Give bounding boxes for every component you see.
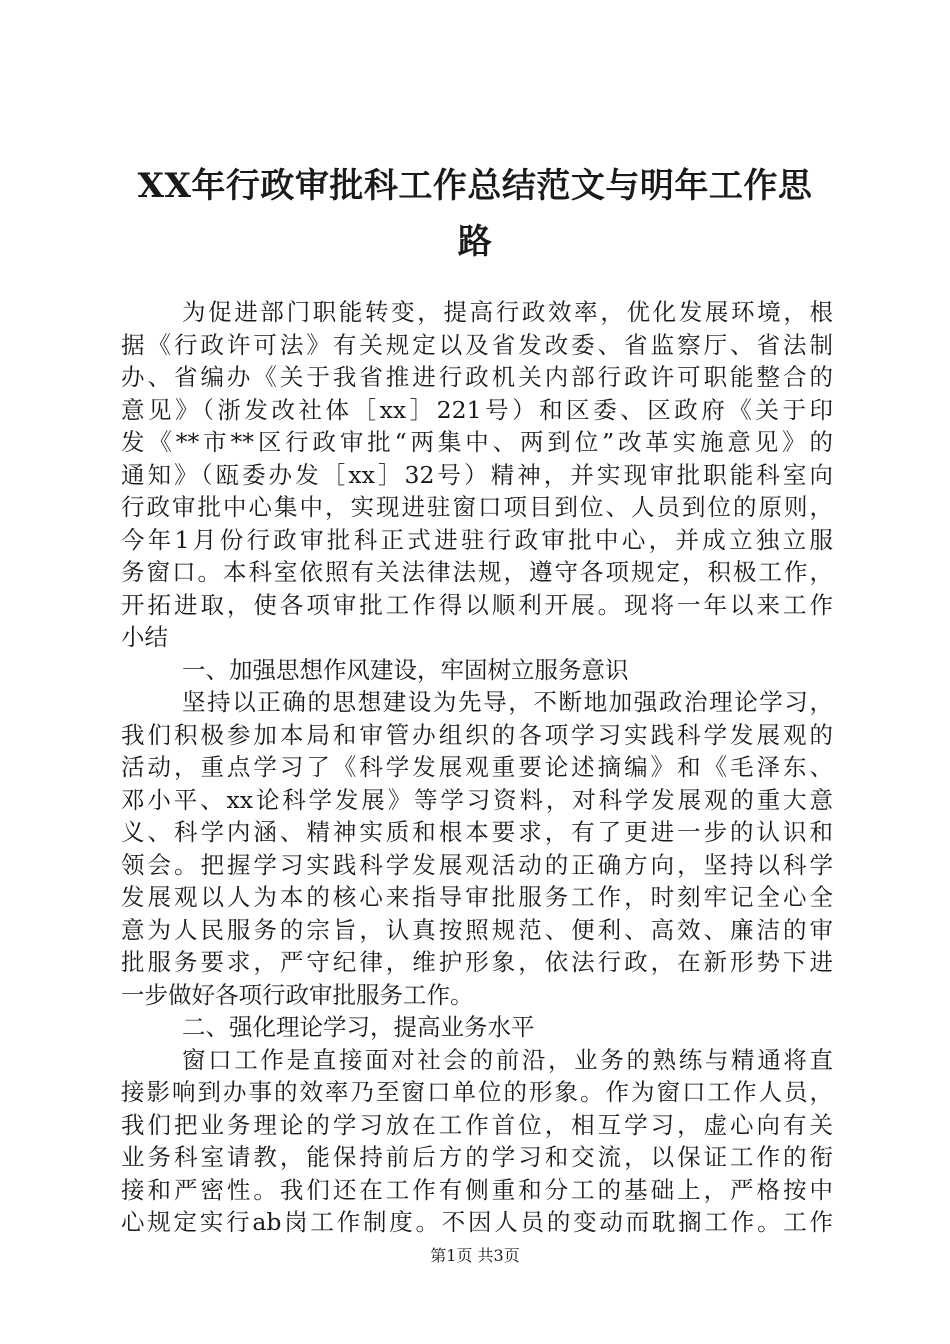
text-line: 通知》（瓯委办发［xx］32号）精神，并实现审批职能科室向 — [121, 460, 833, 489]
title-line: XX年行政审批科工作总结范文与明年工作思 — [137, 166, 813, 206]
text-line: 我们把业务理论的学习放在工作首位，相互学习，虚心向有关 — [121, 1110, 833, 1139]
text-line: 坚持以正确的思想建设为先导，不断地加强政治理论学习， — [182, 688, 833, 716]
text-line: 二、强化理论学习，提高业务水平 — [182, 1013, 535, 1041]
text-line: 行政审批中心集中，实现进驻窗口项目到位、人员到位的原则， — [121, 493, 833, 521]
document-title — [120, 158, 830, 270]
text-line: 领会。把握学习实践科学发展观活动的正确方向，坚持以科学 — [121, 850, 833, 879]
text-line: 活动，重点学习了《科学发展观重要论述摘编》和《毛泽东、 — [121, 753, 833, 781]
text-line: 据《行政许可法》有关规定以及省发改委、省监察厅、省法制 — [121, 330, 833, 359]
paragraph — [121, 1044, 833, 1239]
text-line: 开拓进取，使各项审批工作得以顺利开展。现将一年以来工作 — [121, 590, 833, 619]
text-line: 为促进部门职能转变，提高行政效率，优化发展环境，根 — [182, 298, 833, 326]
text-line: 我们积极参加本局和审管办组织的各项学习实践科学发展观的 — [121, 720, 833, 749]
text-line: 办、省编办《关于我省推进行政机关内部行政许可职能整合的 — [121, 363, 833, 391]
title-line: 路 — [457, 222, 493, 262]
section-heading — [121, 654, 833, 687]
section-heading — [121, 1011, 833, 1044]
text-line: 义、科学内涵、精神实质和根本要求，有了更进一步的认识和 — [121, 818, 833, 846]
text-line: 邓小平、xx论科学发展》等学习资料，对科学发展观的重大意 — [121, 785, 833, 814]
paragraph — [121, 686, 833, 1011]
text-line: 今年1月份行政审批科正式进驻行政审批中心，并成立独立服 — [121, 525, 833, 554]
paragraph — [121, 296, 833, 654]
text-line: 心规定实行ab岗工作制度。不因人员的变动而耽搁工作。工作 — [121, 1208, 833, 1236]
text-line: 窗口工作是直接面对社会的前沿，业务的熟练与精通将直 — [182, 1045, 833, 1074]
text-line: 发《**市**区行政审批“两集中、两到位”改革实施意见》的 — [121, 428, 833, 456]
text-line: 意见》（浙发改社体［xx］221号）和区委、区政府《关于印 — [121, 395, 833, 424]
text-line: 发展观以人为本的核心来指导审批服务工作，时刻牢记全心全 — [121, 883, 833, 911]
page-footer: 第1页 共3页 — [430, 1246, 520, 1265]
text-line: 接影响到办事的效率乃至窗口单位的形象。作为窗口工作人员， — [121, 1078, 833, 1106]
text-line: 务窗口。本科室依照有关法律法规，遵守各项规定，积极工作， — [121, 558, 833, 586]
text-line: 小结 — [121, 623, 168, 651]
text-line: 接和严密性。我们还在工作有侧重和分工的基础上，严格按中 — [121, 1175, 833, 1204]
text-line: 批服务要求，严守纪律，维护形象，依法行政，在新形势下进 — [121, 948, 833, 976]
text-line: 意为人民服务的宗旨，认真按照规范、便利、高效、廉洁的审 — [121, 915, 833, 944]
document-body — [121, 296, 833, 1239]
text-line: 业务科室请教，能保持前后方的学习和交流，以保证工作的衔 — [121, 1143, 833, 1171]
text-line: 一步做好各项行政审批服务工作。 — [121, 980, 474, 1009]
text-line: 一、加强思想作风建设，牢固树立服务意识 — [182, 655, 629, 684]
